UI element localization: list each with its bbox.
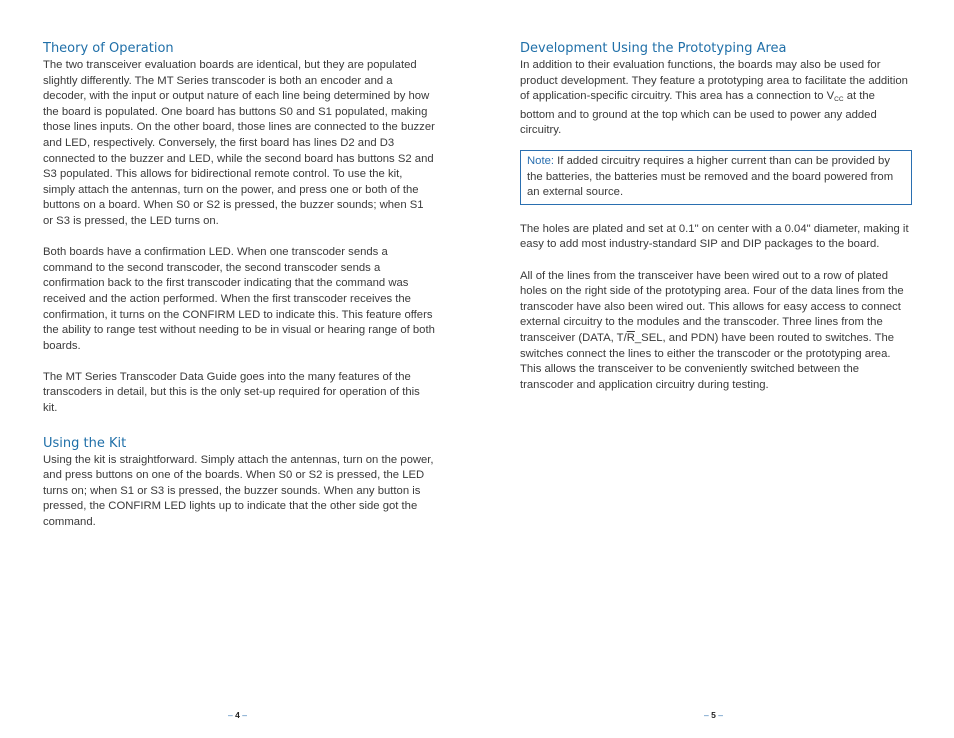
r-overline: $\overline{R}$ (626, 331, 635, 344)
left-page-column (43, 40, 435, 531)
note-body: If added circuitry requires a higher current than can be provided by the batteries, the batteries must be removed and the board powered from an external source. (527, 154, 894, 199)
theory-paragraph-2: Both boards have a confirmation LED. When one transcoder sends a command to the second transcoder, the second transcoder sends a confirmation back to the first transcoder indicating that the command was received and the action performed. When the first transcoder receives the confirmation, it turns on the CONFIRM LED to indicate this. This feature offers the ability to range test without needing to be in visual or hearing range of both boards. (43, 246, 435, 352)
intro-text-a: In addition to their evaluation functions, the boards may also be used for product development. They feature a prototyping area to facilitate the addition of application-specific circuitry. This area has a connection to V (520, 59, 908, 103)
section-heading-theory: Theory of Operation (43, 41, 174, 56)
lines-text-a: All of the lines from the transceiver have been wired out to a row of plated holes on the right side of the prototyping area. Four of the data lines from the transcoder have also been wired out. This allows for easy access to connect external circuitry to the modules and the transcoder. Three lines from the transceiver (DATA, T/ (520, 269, 904, 344)
page-dash: – (718, 710, 723, 720)
prototyping-intro-paragraph (520, 58, 912, 139)
theory-paragraph-1: The two transceiver evaluation boards are identical, but they are populated slightly differently. The MT Series transcoder is both an encoder and a decoder, with the input or output nature of each line being determined by how the board is populated. One board has buttons S0 and S1 populated, making those lines inputs. On the other board, those lines are connected to the buzzer and LED, respectively. Conversely, the first board has lines D2 and D3 connected to the buzzer and LED, while the second board has buttons S2 and S3 populated. This allows for bidirectional remote control. To use the kit, simply attach the antennas, turn on the power, and press one or both of the buttons on a board. When S0 or S2 is pressed, the buzzer sounds; when S1 or S3 is pressed, the LED turns on. (43, 59, 435, 227)
note-text (527, 154, 905, 201)
page-number-right (704, 710, 723, 720)
section-heading-using-kit: Using the Kit (43, 435, 127, 451)
vcc-subscript: CC (834, 96, 844, 104)
page-dash: – (242, 710, 247, 720)
holes-paragraph: The holes are plated and set at 0.1" on center with a 0.04" diameter, making it easy to add most industry-standard SIP and DIP packages to the board. (520, 222, 909, 251)
section-heading-prototyping: Development Using the Prototyping Area (520, 41, 787, 56)
intro-text-b: at the bottom and to ground at the top which can be used to power any added circuitry. (520, 90, 877, 137)
page-dash: – (704, 710, 709, 720)
note-box (520, 150, 912, 205)
page-number-value: 4 (235, 710, 240, 720)
theory-paragraph-3: The MT Series Transcoder Data Guide goes into the many features of the transcoders in detail, but this is the only set-up required for operation of this kit. (43, 370, 420, 415)
page-number-value: 5 (711, 710, 716, 720)
using-kit-paragraph: Using the kit is straightforward. Simply attach the antennas, turn on the power, and press buttons on one of the boards. When S0 or S2 is pressed, the LED turns on; when S1 or S3 is pressed, the buzzer sounds. When any button is pressed, the CONFIRM LED lights up to indicate that the other side got the command. (43, 453, 434, 529)
page-dash: – (228, 710, 233, 720)
lines-paragraph (520, 269, 912, 394)
page-number-left (228, 710, 247, 720)
lines-text-b: _SEL, and PDN) have been routed to switches. The switches connect the lines to either the transcoder or the prototyping area. This allows the transceiver to be conveniently switched between the transcoder and application circuitry during testing. (520, 331, 895, 391)
note-lead: Note: (527, 154, 555, 167)
right-page-column (520, 40, 912, 393)
